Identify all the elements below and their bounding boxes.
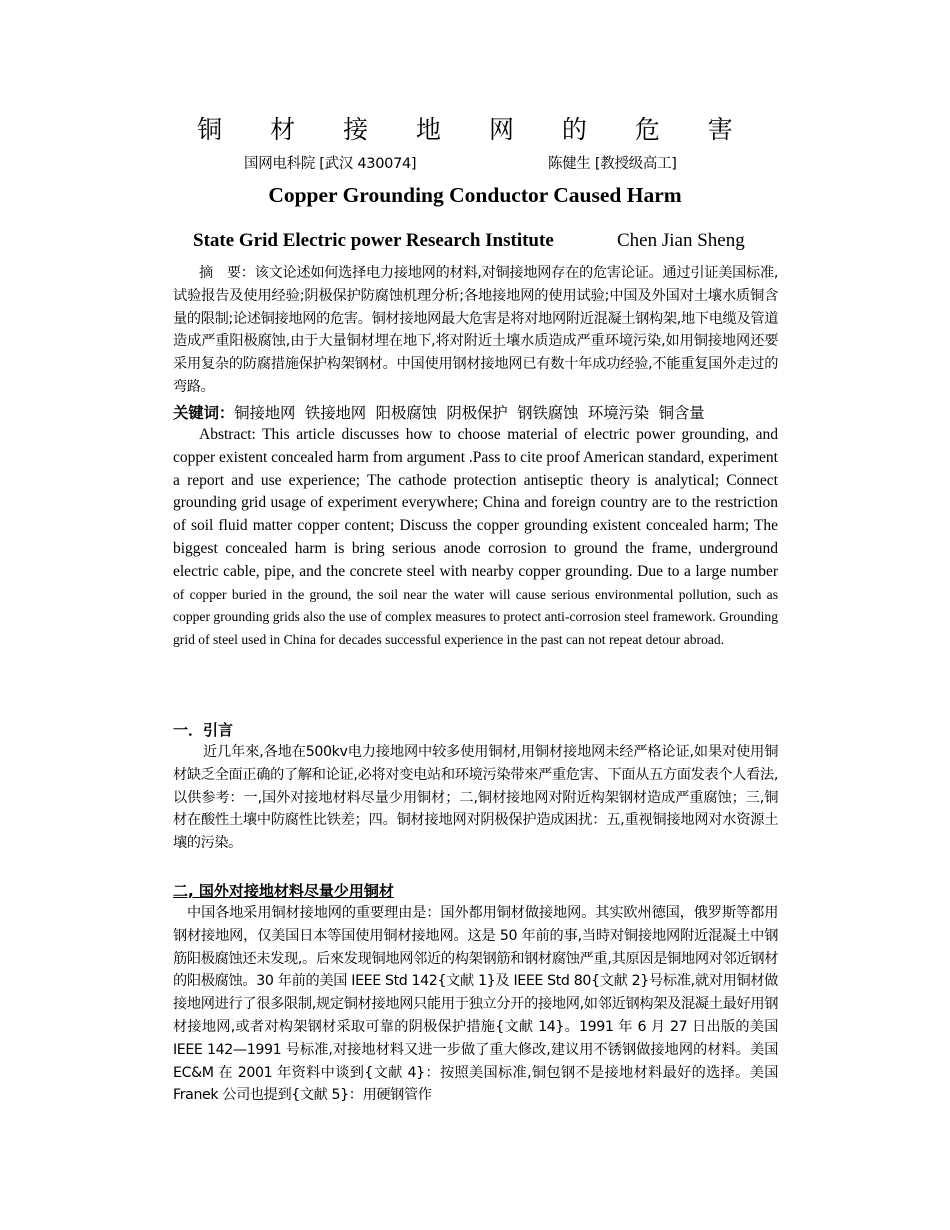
- abstract-cn: [173, 262, 778, 399]
- keywords-text: 铜接地网 铁接地网 阳极腐蚀 阴极保护 钢铁腐蚀 环境污染 铜含量: [234, 404, 705, 422]
- section-paragraph: 中国各地采用铜材接地网的重要理由是：国外都用铜材做接地网。其实欧州德国，俄罗斯等都用钢材接地网，仅美国日本等国使用铜材接地网。这是 50 年前的事,当時对铜接地网附近混凝土中钢筋阳极腐蚀还未发现,。后來发现铜地网邻近的构架钢筋和钢材腐蚀严重,其原因是铜地网对邻近钢材的阳极腐蚀。30 年前的美国 IEEE Std 142{文献 1}及 IEEE Std 80{文献 2}号标准,就对用铜材做接地网进行了很多限制,规定铜材接地网只能用于独立分开的接地网,如邻近钢构架及混凝土最好用钢材接地网,或者对构架钢材采取可靠的阴极保护措施{文献 14}。1991 年 6 月 27 日出版的美国 IEEE 142—1991 号标准,对接地材料又进一步做了重大修改,建议用不锈钢做接地网的材料。美国 EC&M 在 2001 年资料中谈到{文献 4}：按照美国标准,铜包钢不是接地材料最好的选择。美国 Franek 公司也提到{文献 5}：用硬钢管作: [173, 905, 778, 1104]
- author-cn: 陈健生 [教授级高工]: [548, 156, 677, 172]
- institute-en: State Grid Electric power Research Institute: [193, 230, 554, 251]
- abstract-en-text: Abstract: This article discusses how to choose material of electric power grounding, and copper existent concealed harm from argument .Pass to cite proof American standard, experiment a report and use experience; The cathode protection antiseptic theory is analytical; Connect grounding grid usage of experiment everywhere; China and foreign country are to the restriction of soil fluid matter copper content; Discuss the copper grounding existent concealed harm; The biggest concealed harm is bring serious anode corrosion to ground the frame, underground electric cable, pipe, and the concrete steel with nearby copper grounding. Due to a large number: [173, 426, 778, 580]
- section-heading: 一．引言: [173, 721, 234, 739]
- keywords: [173, 401, 778, 423]
- abstract-en: [173, 424, 778, 652]
- abstract-cn-text: 该文论述如何选择电力接地网的材料,对铜接地网存在的危害论证。通过引证美国标准,试验报告及使用经验;阴极保护防腐蚀机理分析;各地接地网的使用试验;中国及外国对土壤水质铜含量的限制;论述铜接地网的危害。铜材接地网最大危害是将对地网附近混凝土钢构架,地下电缆及管道造成严重阳极腐蚀,由于大量铜材埋在地下,将对附近土壤水质造成严重环境污染,如用铜接地网还要采用复杂的防腐措施保护构架钢材。中国使用钢材接地网已有数十年成功经验,不能重复国外走过的弯路。: [173, 265, 778, 395]
- keywords-label: 关键词：: [173, 404, 235, 422]
- author-en: Chen Jian Sheng: [617, 230, 745, 251]
- paper-title-cn: 铜 材 接 地 网 的 危 害: [197, 115, 753, 144]
- section-heading: 二, 国外对接地材料尽量少用铜材: [173, 882, 394, 900]
- abstract-en-text-small: of copper buried in the ground, the soil near the water will cause serious environmental pollution, such as copper grounding grids also the use of complex measures to protect anti-corrosion steel framework. Grounding grid of steel used in China for decades successful experience in the past can not repeat detour abroad.: [173, 586, 778, 648]
- abstract-cn-label: 摘 要：: [199, 265, 255, 281]
- paper-title-en: Copper Grounding Conductor Caused Harm: [268, 183, 682, 207]
- section-paragraph: 近几年來,各地在500kv电力接地网中较多使用铜材,用铜材接地网未经严格论证,如果对使用铜材缺乏全面正确的了解和论证,必将对变电站和环境污染带來严重危害、下面从五方面发表个人看法,以供参考：一,国外对接地材料尽量少用铜材；二,铜材接地网对附近构架钢材造成严重腐蚀；三,铜材在酸性土壤中防腐性比铁差；四。铜材接地网对阴极保护造成困扰：五,重视铜接地网对水资源土壤的污染。: [173, 744, 778, 852]
- institute-cn: 国网电科院 [武汉 430074]: [244, 156, 417, 172]
